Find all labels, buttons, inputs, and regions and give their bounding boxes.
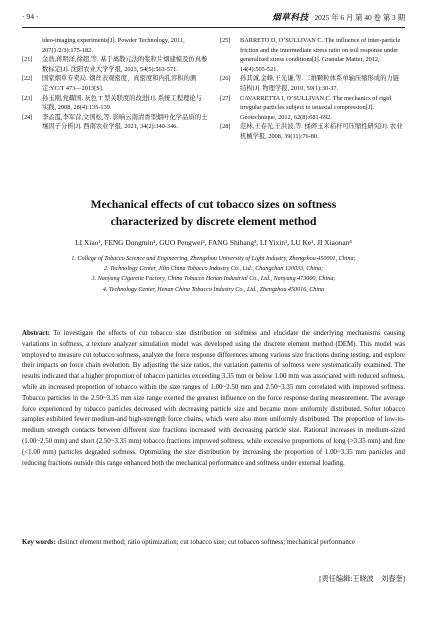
issue-info: 2025 年 6 月 第 40 卷 第 3 期 — [314, 13, 405, 22]
journal-logo: 烟草科技 — [272, 12, 309, 22]
header-divider — [22, 27, 405, 28]
reference-item: [25] BARRETO D, O’SULLIVAN C. The influence of inter-particle friction and the intermediate stress ratio on soil response under generalised stress conditions[J]. Granular Matter, 2012, 14(4):505-521. — [220, 37, 401, 73]
reference-item: [23] 孙玉刚,党耀国. 灰色 T 型关联度的改进[J]. 系统工程理论与实践, 2008, 28(4):135-139. — [22, 94, 202, 112]
reference-item: [24] 李孟霞,李军营,文国松,等. 影响云南清香型烟叶化学品质的土壤因子分析[J]. 西南农业学报, 2021, 34(2):340-346. — [22, 113, 208, 131]
editor-note: [责任编辑:王晓波 刘春奎] — [319, 575, 405, 583]
reference-item: [28] 范林,王春光,王洪波,等. 揉碎玉米秸秆可压缩性研究[J]. 农业机械学报, 2008, 39(11):76-80. — [220, 123, 403, 140]
reference-item: [22] 国家烟草专卖局. 烟丝表观密度、真密度和内孔容积的测定:YC/T 473—2013[S]. — [22, 75, 197, 92]
references-left-column — [22, 36, 208, 132]
page-number: · 94 · — [22, 12, 39, 21]
page-header — [22, 10, 405, 26]
affiliations — [22, 254, 405, 295]
reference-item: [21] 金浩,蒋明洋,徐超,等. 基于离散元法的浆粒片烟建模及仿真参数标定[J]. 沈阳农业大学学报, 2023, 54(5):563-571. — [22, 56, 208, 73]
reference-item: [26] 孙其诚,金峰,王光谦,等. 二维颗粒体系单轴压缩形成的力链结构[J]. 物理学报, 2010, 59(1):30-37. — [220, 75, 399, 92]
reference-item: [27] CAVARRETTA I, O’SULLIVAN C. The mechanics of rigid irregular particles subject to uniaxial compression[J]. Géotechnique, 2012, 62(8):681-692. — [220, 94, 392, 121]
reference-item: ideo-imaging experiments[J]. Powder Technology, 2011, 207(1/2/3):175-182. — [42, 37, 185, 54]
affiliation-item: 4. Technology Center, Henan China Tobacco Industry Co., Ltd., Zhengzhou 450016, China — [102, 286, 325, 293]
keywords — [22, 538, 405, 549]
references-section — [22, 36, 405, 176]
affiliation-item: 1. College of Tobacco Science and Engineering, Zhengzhou University of Light Industry, Zhengzhou 450001, China; — [71, 256, 356, 262]
journal-info — [272, 11, 405, 23]
affiliation-item: 2. Technology Center, Jilin China Tobacco Industry Co., Ltd., Changchun 130033, China; — [103, 266, 324, 273]
paper-title — [22, 196, 405, 230]
references-right-column — [220, 36, 405, 142]
keywords-text: distinct element method; ratio optimization; cut tobacco size; cut tobacco softness; mechanical performance — [57, 539, 355, 546]
affiliation-item: 3. Nanyang Cigarette Factory, China Tobacco Henan Industrial Co., Ltd., Nanyang 473000, China; — [91, 276, 336, 283]
abstract — [22, 329, 405, 469]
abstract-label: Abstract: — [22, 330, 50, 337]
author-list: LI Xiao¹, FENG Dongmin¹, GUO Pengwei², FANG Shihang³, LI Yixin¹, LU Ke¹, JI Xiaonan⁴ — [75, 238, 352, 247]
keywords-label: Key words: — [22, 539, 56, 546]
title-line-2: characterized by discrete element method — [110, 215, 317, 228]
abstract-text: To investigate the effects of cut tobacco size distribution on softness and elucidate the underlying mechanisms causing variations in softness, a texture analyzer simulation model was developed using the discrete element method (DEM). This model was employed to measure cut tobacco softness, analyze the force response differences among various size fractions during testing, and explore their impacts on force chain evolution. By adjusting the size ratios, the variation patterns of softness were systematically examined. The results indicated that a higher proportion of tobacco particles exceeding 3.35 mm or below 1.00 mm was associated with reduced softness, while an increased proportion of tobacco within the size ranges of 1.00~2.50 mm and 2.50~3.35 mm correlated with improved softness. Tobacco particles in the 2.50~3.35 mm size range exerted the greatest influence on the force response during measurement. The average force experienced by tobacco particles decreased with decreasing particle size and became more uniformly distributed. Softer tobacco samples exhibited fewer medium-and high-strength force chains, which were also more uniformly distributed. The proportion of low-to-medium strength contacts between different size fractions increased with decreasing particle size. Rational increases in medium-sized (1.00~2.50 mm) and short (2.50~3.35 mm) tobacco fractions improved softness, while excessive proportions of long (>3.35 mm) and fine (<1.00 mm) particles degraded softness. Optimizing the size distribution by increasing the proportion of 1.00~3.35 mm particles and reducing fractions outside this range enhanced both the mechanical performance and softness under external loading. — [22, 330, 405, 467]
title-line-1: Mechanical effects of cut tobacco sizes on softness — [90, 198, 337, 211]
